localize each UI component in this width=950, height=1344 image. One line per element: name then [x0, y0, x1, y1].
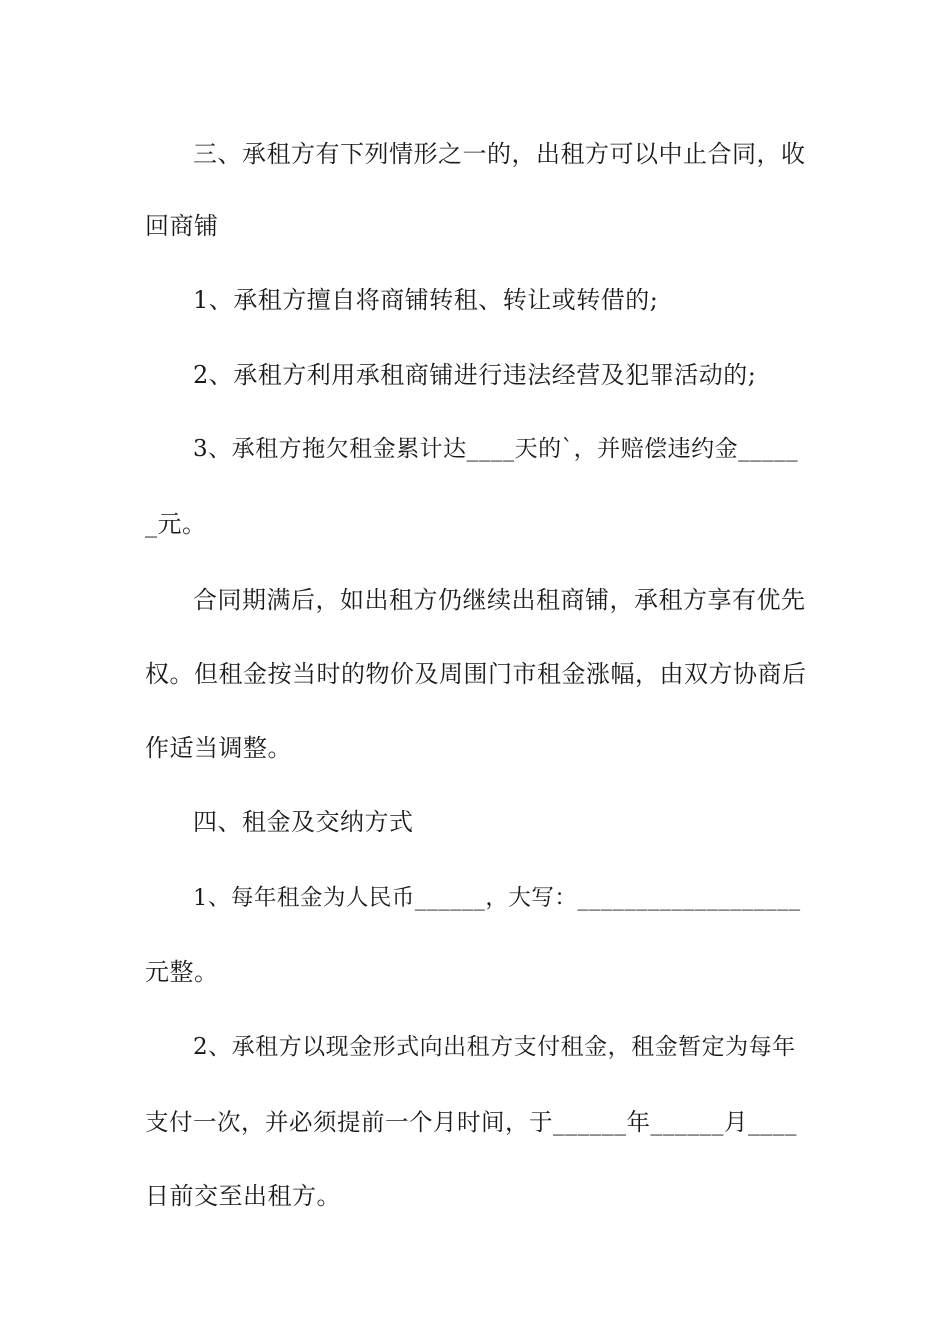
clause-three-item-3-cont: _元。	[145, 510, 207, 538]
clause-four-item-1: 1、每年租金为人民币______，大写：___________________	[193, 885, 801, 911]
clause-four-item-1-cont: 元整。	[145, 958, 219, 986]
clause-four-item-2: 2、承租方以现金形式向出租方支付租金，租金暂定为每年	[193, 1034, 796, 1060]
clause-three-item-2: 2、承租方利用承租商铺进行违法经营及犯罪活动的;	[193, 361, 757, 389]
clause-three-item-1: 1、承租方擅自将商铺转租、转让或转借的;	[193, 286, 659, 314]
clause-three-heading-cont: 回商铺	[145, 212, 219, 240]
clause-four-item-2-end: 日前交至出租方。	[145, 1182, 341, 1210]
clause-three-heading: 三、承租方有下列情形之一的，出租方可以中止合同，收	[193, 140, 806, 168]
renewal-paragraph-line-1: 合同期满后，如出租方仍继续出租商铺，承租方享有优先	[193, 586, 806, 614]
renewal-paragraph-line-3: 作适当调整。	[145, 734, 292, 762]
clause-three-item-3: 3、承租方拖欠租金累计达____天的`，并赔偿违约金_____	[193, 436, 799, 462]
clause-four-heading: 四、租金及交纳方式	[193, 808, 414, 836]
renewal-paragraph-line-2: 权。但租金按当时的物价及周围门市租金涨幅，由双方协商后	[145, 660, 807, 688]
clause-four-item-2-cont: 支付一次，并必须提前一个月时间，于______年______月____	[145, 1108, 797, 1136]
